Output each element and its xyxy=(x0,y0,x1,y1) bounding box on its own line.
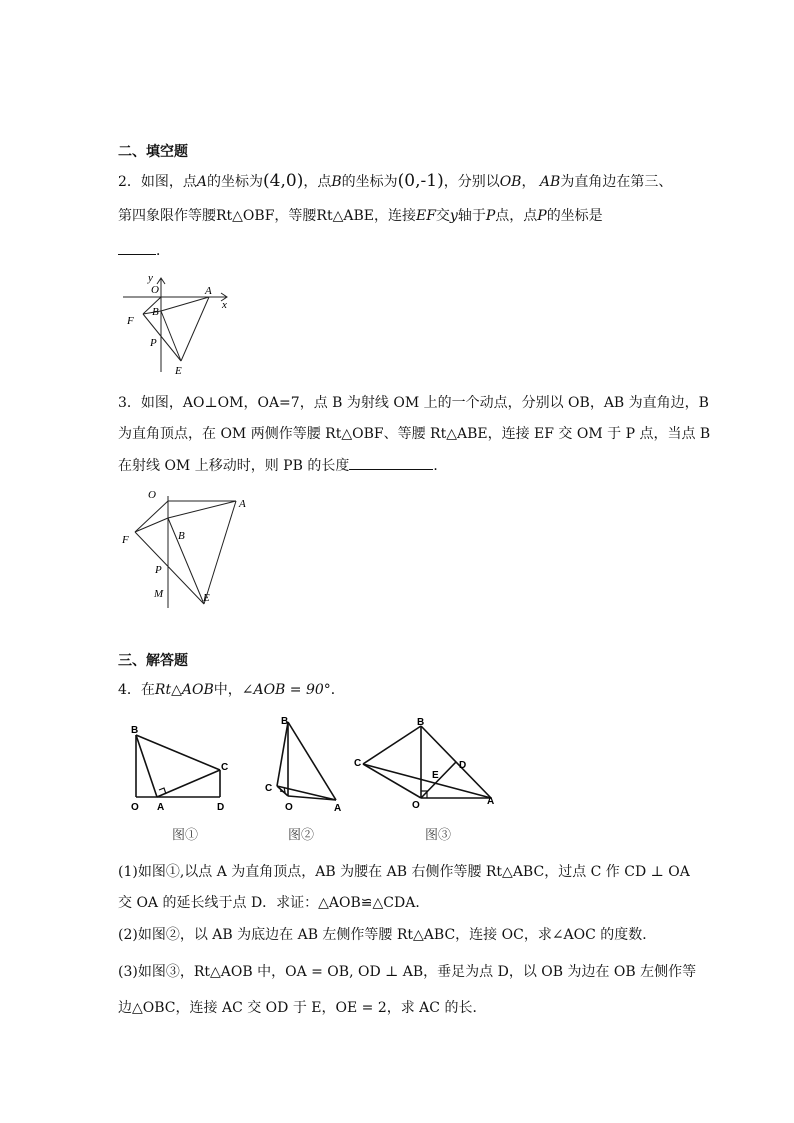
label-a: A xyxy=(239,498,246,510)
section-title-fill-blank: 二、填空题 xyxy=(118,144,188,160)
label-b: B xyxy=(417,717,425,728)
q2-text: 2．如图，点 xyxy=(118,174,197,190)
segment-co xyxy=(363,764,421,798)
q2-line-2 xyxy=(118,206,603,226)
q4-angle: ∠AOB = 90° xyxy=(241,682,331,698)
segment-of xyxy=(135,501,168,532)
q4-intro xyxy=(118,680,345,700)
q2-var: OB xyxy=(499,174,522,190)
label-a: A xyxy=(487,796,495,807)
segment-bc xyxy=(363,726,421,764)
segment-ba xyxy=(161,297,209,311)
q2-tri: Rt△OBF xyxy=(216,208,275,224)
label-a: A xyxy=(205,285,212,297)
q2-var: P xyxy=(485,208,496,224)
q2-coord-a: (4,0) xyxy=(263,171,304,191)
label-e: E xyxy=(175,365,182,377)
q2-text: ，点 xyxy=(303,174,332,190)
q4-text: 4．在 xyxy=(118,682,155,698)
segment-be xyxy=(168,518,204,604)
segment-bc xyxy=(277,722,288,786)
label-b: B xyxy=(178,530,185,542)
q2-text: 第四象限作等腰 xyxy=(118,208,216,224)
q3-line-2: 为直角顶点，在 OM 两侧作等腰 Rt△OBF、等腰 Rt△ABE，连接 EF 交 OM 于 P 点，当点 B xyxy=(118,426,711,442)
q4-text: 中， xyxy=(213,682,242,698)
label-o: O xyxy=(412,800,420,811)
q2-var: AB xyxy=(539,174,561,190)
caption-figure-1: 图① xyxy=(172,828,199,843)
q2-var: y xyxy=(449,208,458,224)
q4-figure-1 xyxy=(120,720,235,815)
segment-ab xyxy=(288,722,336,800)
segment-ac xyxy=(157,770,220,797)
segment-bc xyxy=(136,735,220,770)
q4-part1-line2: 交 OA 的延长线于点 D．求证：△AOB≌△CDA． xyxy=(118,895,430,911)
label-f: F xyxy=(122,534,129,546)
q4-text: ． xyxy=(330,682,345,698)
q2-line-3 xyxy=(118,240,170,261)
q3-line-1: 3．如图，AO⊥OM，OA=7，点 B 为射线 OM 上的一个动点，分别以 OB，AB 为直角边，B xyxy=(118,395,709,411)
label-c: C xyxy=(265,783,273,794)
label-m: M xyxy=(154,588,164,600)
segment-fe xyxy=(143,314,181,361)
q4-part1-line1: (1)如图①,以点 A 为直角顶点，AB 为腰在 AB 右侧作等腰 Rt△ABC，过点 C 作 CD ⊥ OA xyxy=(118,864,690,880)
label-e: E xyxy=(432,770,439,781)
label-e: E xyxy=(203,592,210,604)
q2-var: B xyxy=(331,174,342,190)
label-a: A xyxy=(157,802,165,813)
q2-text: ，连接 xyxy=(373,208,416,224)
segment-ae xyxy=(204,501,236,604)
q4-part3-line1: (3)如图③，Rt△AOB 中，OA = OB, OD ⊥ AB，垂足为点 D，以 OB 为边在 OB 左侧作等 xyxy=(118,964,697,980)
q2-figure xyxy=(115,268,240,380)
q4-part2-line1: (2)如图②，以 AB 为底边在 AB 左侧作等腰 Rt△ABC，连接 OC，求∠AOC 的度数． xyxy=(118,927,657,943)
q2-text: 点，点 xyxy=(495,208,538,224)
label-b: B xyxy=(131,725,139,736)
q4-figure-2 xyxy=(258,712,358,814)
q3-line-3 xyxy=(118,455,447,476)
q2-text: ，等腰 xyxy=(274,208,317,224)
segment-ae xyxy=(181,297,209,361)
q2-text: 的坐标是 xyxy=(546,208,603,224)
label-x: x xyxy=(222,299,227,311)
q2-text: ，分别以 xyxy=(443,174,500,190)
label-o: O xyxy=(151,284,159,296)
q2-var: EF xyxy=(415,208,436,224)
label-p: P xyxy=(150,337,157,349)
label-d: D xyxy=(217,802,225,813)
q4-figure-3 xyxy=(350,716,515,816)
q3-text: ． xyxy=(433,458,448,474)
label-c: C xyxy=(354,758,362,769)
answer-blank[interactable] xyxy=(349,455,433,470)
q4-tri: Rt△AOB xyxy=(154,682,214,698)
caption-figure-2: 图② xyxy=(288,828,315,843)
q2-text: 的坐标为 xyxy=(207,174,264,190)
q2-text: 轴于 xyxy=(457,208,486,224)
segment-ba xyxy=(168,501,236,518)
q2-tri: Rt△ABE xyxy=(316,208,374,224)
label-d: D xyxy=(459,760,467,771)
label-o: O xyxy=(131,802,139,813)
q4-part3-line2: 边△OBC，连接 AC 交 OD 于 E，OE = 2，求 AC 的长． xyxy=(118,1000,487,1016)
label-b: B xyxy=(152,306,159,318)
answer-blank[interactable] xyxy=(118,240,156,255)
label-c: C xyxy=(221,762,229,773)
q3-text: 在射线 OM 上移动时，则 PB 的长度 xyxy=(118,458,350,474)
label-f: F xyxy=(127,315,134,327)
label-a: A xyxy=(334,803,342,814)
segment-ba xyxy=(136,735,157,797)
segment-fb xyxy=(135,518,168,532)
segment-fe xyxy=(135,532,204,604)
label-o: O xyxy=(285,802,293,813)
caption-figure-3: 图③ xyxy=(425,828,452,843)
q2-var: P xyxy=(537,208,547,224)
section-title-solve: 三、解答题 xyxy=(118,653,188,669)
label-b: B xyxy=(281,716,289,727)
q2-text: 交 xyxy=(435,208,450,224)
label-o: O xyxy=(148,489,156,501)
q2-text: ． xyxy=(156,243,170,259)
q2-line-1 xyxy=(118,171,672,192)
q2-var: A xyxy=(196,174,208,190)
q2-coord-b: (0,-1) xyxy=(397,171,444,191)
label-p: P xyxy=(155,564,162,576)
q2-text: 的坐标为 xyxy=(341,174,398,190)
q2-text: 为直角边在第三、 xyxy=(560,174,673,190)
q3-figure xyxy=(118,484,258,614)
segment-be xyxy=(161,311,181,361)
q2-text: ， xyxy=(521,174,536,190)
label-y: y xyxy=(148,272,153,284)
